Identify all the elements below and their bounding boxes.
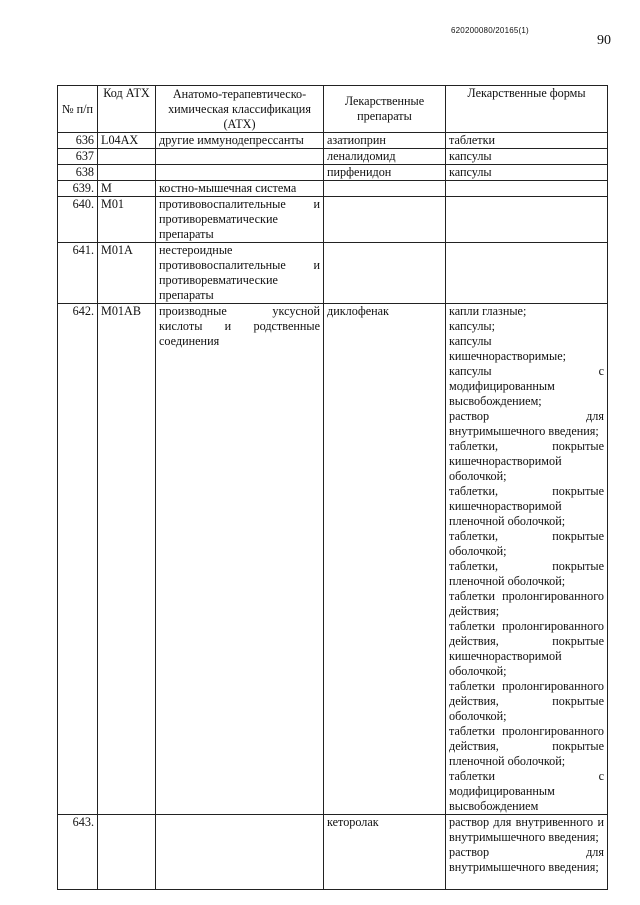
header-drug: Лекарственные препараты — [324, 86, 446, 133]
drug-name: кеторолак — [324, 815, 446, 890]
drug-forms — [446, 149, 608, 165]
table-row — [58, 149, 608, 165]
drug-forms — [446, 133, 608, 149]
drug-name — [324, 243, 446, 304]
header-classification: Анатомо-терапевтическо-химическая классификация (АТХ) — [156, 86, 324, 133]
atc-code — [98, 815, 156, 890]
form-item: капсулы; — [449, 319, 495, 333]
form-item: таблетки, покрытые пленочной оболочкой; — [449, 559, 604, 588]
row-number: 636 — [58, 133, 98, 149]
row-number: 641. — [58, 243, 98, 304]
table-row — [58, 815, 608, 890]
form-item: таблетки — [449, 133, 496, 147]
header-atc-code: Код АТХ — [98, 86, 156, 133]
drug-name: диклофенак — [324, 304, 446, 815]
atc-code: L04AX — [98, 133, 156, 149]
header-number: № п/п — [58, 86, 98, 133]
atc-class — [156, 815, 324, 890]
atc-class: производные уксусной кислоты и родственные соединения — [156, 304, 324, 815]
form-item: таблетки пролонгированного действия, покрытые оболочкой; — [449, 679, 604, 723]
drug-forms — [446, 815, 608, 890]
drug-name — [324, 181, 446, 197]
atc-class: другие иммунодепрессанты — [156, 133, 324, 149]
drug-forms — [446, 197, 608, 243]
table-header-row — [58, 86, 608, 133]
drug-forms — [446, 304, 608, 815]
table-row — [58, 181, 608, 197]
atc-class: нестероидные противовоспалительные и противоревматические препараты — [156, 243, 324, 304]
table-row — [58, 197, 608, 243]
atc-code — [98, 165, 156, 181]
row-number: 639. — [58, 181, 98, 197]
form-item: таблетки, покрытые оболочкой; — [449, 529, 604, 558]
row-number: 642. — [58, 304, 98, 815]
atc-class: противовоспалительные и противоревматические препараты — [156, 197, 324, 243]
form-item: капсулы кишечнорастворимые; — [449, 334, 566, 363]
table-row — [58, 304, 608, 815]
drug-name: пирфенидон — [324, 165, 446, 181]
atc-class — [156, 149, 324, 165]
atc-code: M01 — [98, 197, 156, 243]
form-item: таблетки пролонгированного действия; — [449, 589, 604, 618]
atc-class: костно-мышечная система — [156, 181, 324, 197]
table-row — [58, 243, 608, 304]
drug-forms — [446, 165, 608, 181]
drug-table — [57, 85, 608, 890]
atc-code: M — [98, 181, 156, 197]
atc-class — [156, 165, 324, 181]
form-item: таблетки, покрытые кишечнорастворимой оболочкой; — [449, 439, 604, 483]
form-item: таблетки пролонгированного действия, покрытые пленочной оболочкой; — [449, 724, 604, 768]
form-item: таблетки, покрытые кишечнорастворимой пленочной оболочкой; — [449, 484, 604, 528]
form-item: таблетки с модифицированным высвобождением — [449, 769, 604, 813]
drug-forms — [446, 181, 608, 197]
drug-forms — [446, 243, 608, 304]
form-item: капсулы — [449, 149, 492, 163]
drug-name: леналидомид — [324, 149, 446, 165]
form-item: капли глазные; — [449, 304, 527, 318]
document-id: 620200080/20165(1) — [451, 26, 529, 35]
row-number: 637 — [58, 149, 98, 165]
atc-code: M01A — [98, 243, 156, 304]
row-number: 643. — [58, 815, 98, 890]
header-forms: Лекарственные формы — [446, 86, 608, 133]
form-item: капсулы — [449, 165, 492, 179]
drug-name — [324, 197, 446, 243]
page-number: 90 — [597, 33, 611, 48]
form-item: раствор для внутривенного и внутримышечного введения; — [449, 815, 604, 844]
row-number: 640. — [58, 197, 98, 243]
form-item: таблетки пролонгированного действия, покрытые кишечнорастворимой оболочкой; — [449, 619, 604, 678]
form-item: раствор для внутримышечного введения; — [449, 409, 604, 438]
drug-name: азатиоприн — [324, 133, 446, 149]
atc-code: M01AB — [98, 304, 156, 815]
table-row — [58, 165, 608, 181]
table-row — [58, 133, 608, 149]
form-item: капсулы с модифицированным высвобождением; — [449, 364, 604, 408]
form-item: раствор для внутримышечного введения; — [449, 845, 604, 874]
row-number: 638 — [58, 165, 98, 181]
atc-code — [98, 149, 156, 165]
